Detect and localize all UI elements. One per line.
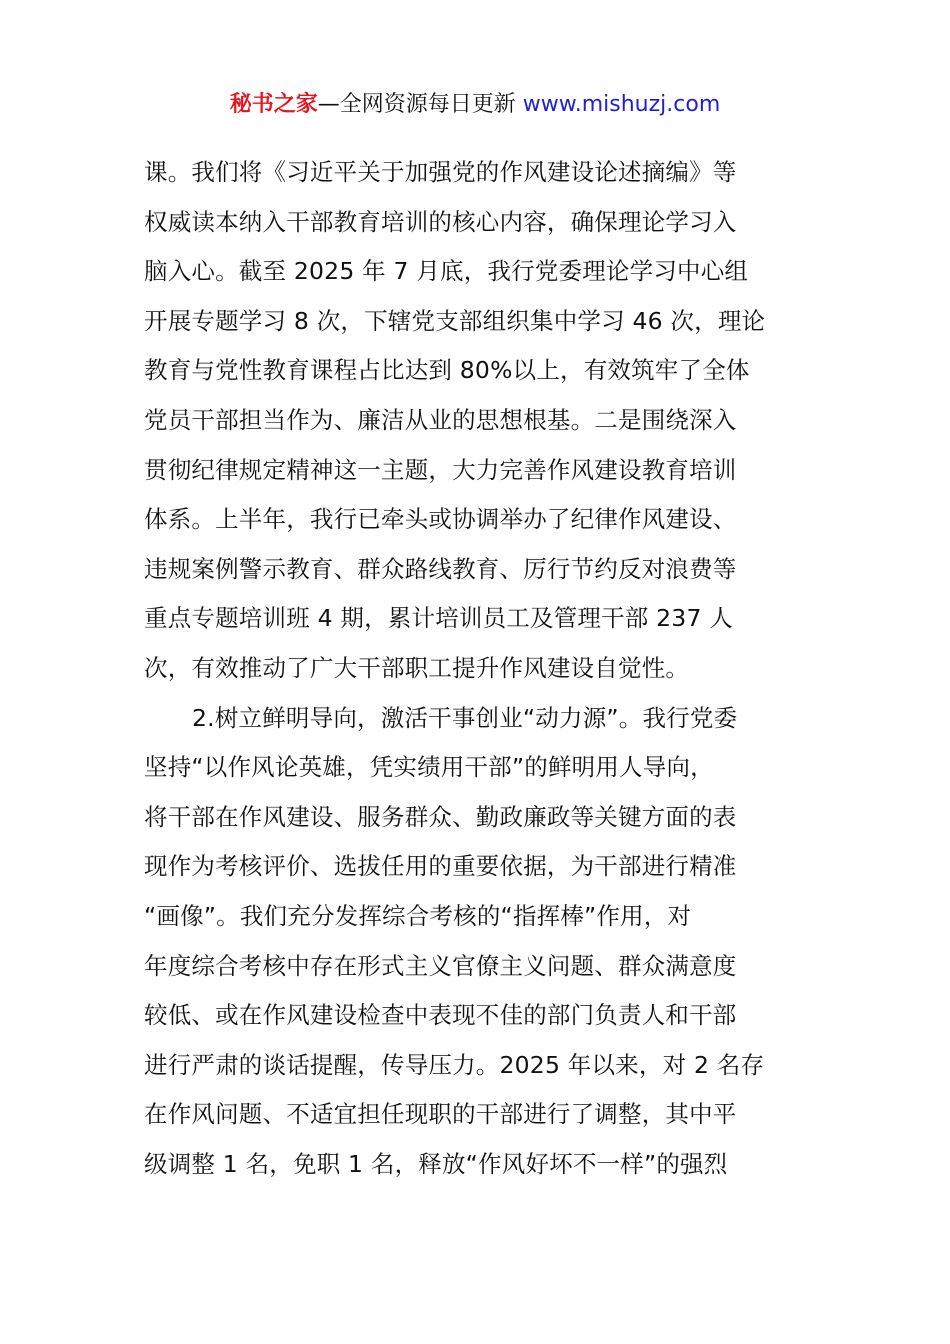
text-line: 开展专题学习 8 次，下辖党支部组织集中学习 46 次，理论 [144,306,766,335]
paragraph-start-line: 2.树立鲜明导向，激活干事创业“动力源”。我行党委 [192,703,738,732]
text-line: 进行严肃的谈话提醒，传导压力。2025 年以来，对 2 名存 [144,1050,765,1079]
text-line: “画像”。我们充分发挥综合考核的“指挥棒”作用，对 [144,901,692,930]
text-line: 级调整 1 名，免职 1 名，释放“作风好坏不一样”的强烈 [144,1149,728,1178]
text-line: 年度综合考核中存在形式主义官僚主义问题、群众满意度 [144,951,737,980]
text-line: 贯彻纪律规定精神这一主题，大力完善作风建设教育培训 [144,455,737,484]
document-body [144,148,814,1189]
text-line: 较低、或在作风建设检查中表现不佳的部门负责人和干部 [144,1001,737,1030]
text-line: 违规案例警示教育、群众路线教育、厉行节约反对浪费等 [144,554,737,583]
page-header [0,88,950,122]
header-brand: 秘书之家 [229,92,318,117]
text-line: 将干部在作风建设、服务群众、勤政廉政等关键方面的表 [144,802,737,831]
text-line: 教育与党性教育课程占比达到 80%以上，有效筑牢了全体 [144,356,750,385]
text-line: 党员干部担当作为、廉洁从业的思想根基。二是围绕深入 [144,405,737,434]
text-line: 权威读本纳入干部教育培训的核心内容，确保理论学习入 [144,207,737,236]
text-line: 脑入心。截至 2025 年 7 月底，我行党委理论学习中心组 [144,257,749,286]
text-line: 课。我们将《习近平关于加强党的作风建设论述摘编》等 [144,158,737,186]
text-line: 在作风问题、不适宜担任现职的干部进行了调整，其中平 [144,1100,737,1129]
text-line: 现作为考核评价、选拔任用的重要依据，为干部进行精准 [144,852,737,881]
text-line: 重点专题培训班 4 期，累计培训员工及管理干部 237 人 [144,604,733,633]
text-line: 次，有效推动了广大干部职工提升作风建设自觉性。 [144,653,690,682]
text-line: 坚持“以作风论英雄，凭实绩用干部”的鲜明用人导向， [144,753,714,782]
header-url[interactable]: www.mishuzj.com [522,92,721,117]
text-line: 体系。上半年，我行已牵头或协调举办了纪律作风建设、 [144,505,737,534]
header-tagline: —全网资源每日更新 [317,92,523,117]
